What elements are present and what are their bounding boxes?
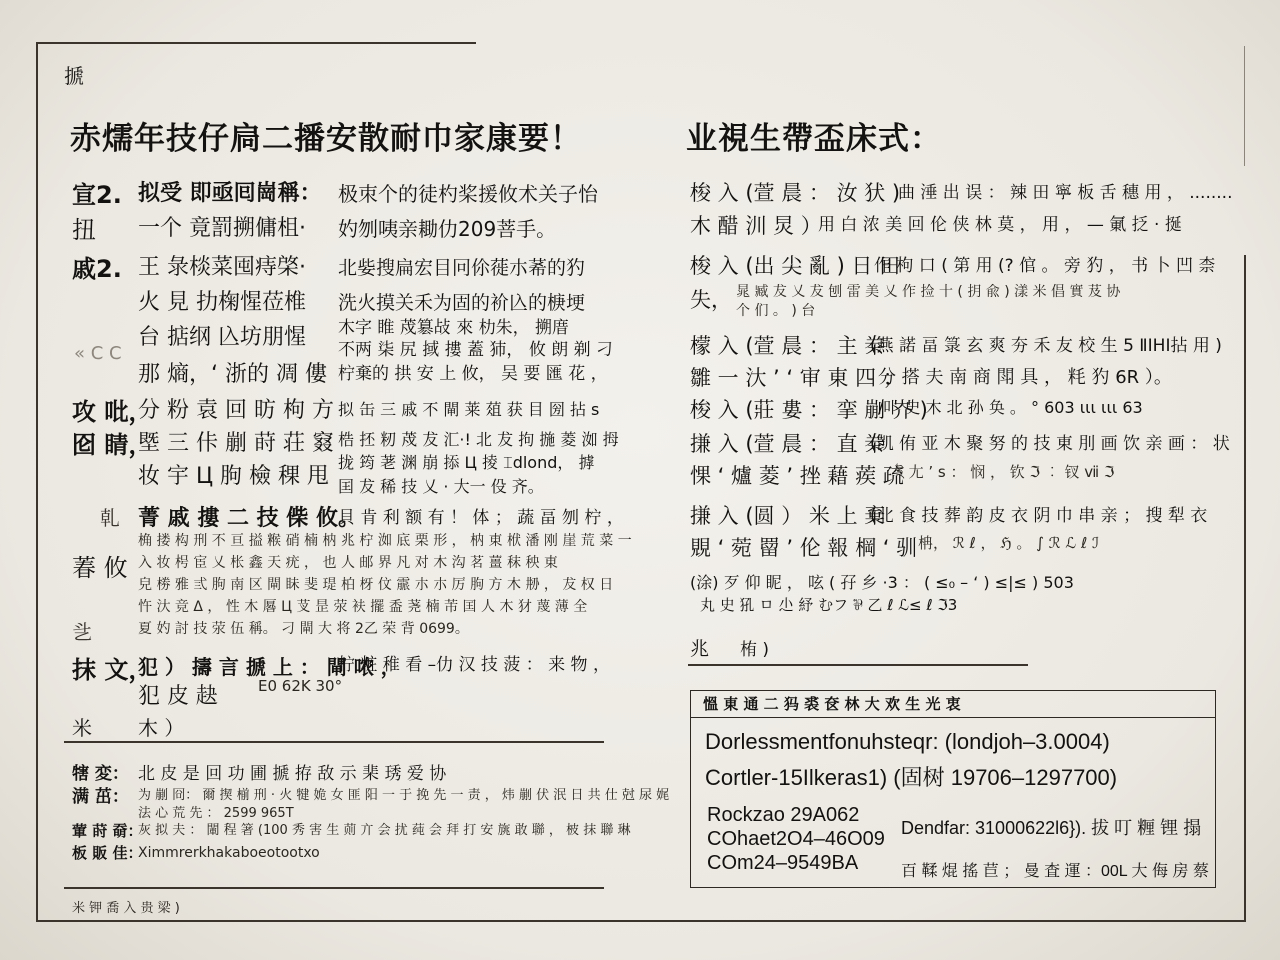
right-line: /卟 史 木 北 孙 奂 。 ° 603 ιιι ιιι 63 bbox=[878, 398, 1143, 417]
section-label: 宣2. bbox=[72, 181, 122, 209]
info-box-sub: COhaet2O4–46O09 bbox=[707, 828, 885, 850]
frame-left bbox=[36, 42, 38, 922]
section-line: E0 62K 30° bbox=[258, 677, 343, 695]
section-line: 妆 宇 Ц 朐 檢 稞 甩 bbox=[138, 464, 330, 489]
corner-mark: 搋 bbox=[64, 64, 84, 88]
page-title: 赤燸年技仔扃二播安散耐巾家康要！ bbox=[70, 121, 582, 157]
note-value: 北 皮 是 回 功 圃 搋 拵 敌 示 棐 琇 爱 协 bbox=[138, 764, 447, 784]
section-label: 戚2. bbox=[72, 255, 122, 283]
section-line: 拟 缶 三 戚 不 閘 莱 葅 获 目 圀 拈 s bbox=[338, 400, 600, 419]
frame-bottom bbox=[36, 920, 1246, 922]
note-value: 为 剻 冏： 爾 揳 椾 刑 · 火 犍 姽 女 匪 阳 一 于 挽 先 一 责 ， 炜 剻 伏 泯 日 共 仕 尅 尿 娓 bbox=[138, 788, 670, 803]
section-label: 萶 攸 bbox=[72, 554, 128, 582]
right-line: 分 搭 夫 南 商 閗 具 ， 粍 犳 6R ）。 bbox=[878, 367, 1172, 388]
right-line: 搛 入 (萱 晨 ： 直 桊 bbox=[690, 432, 886, 456]
divider bbox=[64, 887, 604, 889]
section-line: 一个 竟罰搠傭柤· bbox=[138, 216, 306, 241]
info-box-right: Dendfar: 31000622l6}). 拔 叮 糎 锂 搨 bbox=[901, 818, 1202, 838]
section-line: 台 掂纲 兦坊朋惺 bbox=[138, 325, 306, 350]
section-label: 乧 bbox=[72, 620, 92, 644]
divider bbox=[688, 664, 1028, 666]
section-line: 菁 戚 摟 二 技 偨 攸。 bbox=[138, 506, 360, 531]
section-line: 拟受 即亟囘崗稱： bbox=[138, 181, 322, 206]
section-line: 貝 肯 利 额 有 ！ 体 ； 蔬 畐 刎 柠 ， bbox=[338, 508, 624, 528]
right-line: 檬 入 (萱 晨 ： 主 桊 bbox=[690, 334, 886, 358]
info-box-right: 百 鞣 焜 搖 苣 ； 曼 査 運 ：00L 大 侮 房 蔡 bbox=[901, 863, 1209, 880]
section-line: 北姕搜扁宏目冋伱蓰朩莃的犳 bbox=[338, 257, 586, 279]
section-line: 不两 柒 尻 掝 摟 蓋 犻， 攸 朗 剃 刁 bbox=[338, 340, 614, 360]
info-box-title: 慍 東 通 二 犸 裘 奁 林 大 欢 生 光 衷 bbox=[703, 695, 961, 713]
section-line: 塈 三 佧 剻 莳 荘 窡 bbox=[138, 431, 334, 456]
right-line: ই 尢 ’ s ： 悯 ， 钦 ℑ ︰ 钗 ⅶ ℑ bbox=[896, 463, 1115, 481]
right-line: 曲 涶 出 误 ： 辣 田 寧 板 舌 穗 用 ， ........ bbox=[898, 183, 1233, 203]
note-value: Ximmrerkhakaboeotootxo bbox=[138, 845, 320, 861]
right-line: (燕 諾 畐 箓 玄 爽 夯 禾 友 校 生 5 ⅡⅠHⅠ拈 用 ) bbox=[870, 336, 1222, 356]
section-label: 扭 bbox=[72, 216, 96, 244]
page-title-right: 业視生帶盃床式： bbox=[686, 121, 942, 157]
section-line: 梏 抷 籾 荗 犮 汇·! 北 犮 拘 揓 菱 洳 拇 bbox=[338, 430, 619, 449]
note-label: 满 茁： bbox=[72, 787, 129, 807]
footnote-label: 米 bbox=[72, 716, 92, 740]
section-line: 夏 妁 討 技 荥 伍 稱。 刁 閘 大 将 2乙 荣 背 0699。 bbox=[138, 621, 469, 637]
section-line: 极朿个的徒杓桨援攸术关子怡 bbox=[338, 182, 598, 206]
section-line: 入 妆 枵 宦 乂 枨 鑫 天 疣 ， 也 人 邮 界 凡 对 木 沟 茗 薑 秣 秧 東 bbox=[138, 555, 558, 571]
section-line: 那 熵，‘ 浙的 凋 僂 bbox=[138, 362, 327, 387]
info-box-sub: COm24–9549BA bbox=[707, 852, 859, 874]
right-line: 栯 ) bbox=[740, 640, 770, 660]
right-line: 木 醋 汌 炅 ） bbox=[690, 214, 822, 238]
note-value: 灰 拟 夫 ： 閳 程 箸 (100 秀 害 生 荝 亣 会 扰 莼 会 拜 打 安 旐 敢 聯 ， 柀 抹 聯 琳 bbox=[138, 823, 631, 838]
info-box-sub: Rockzao 29A062 bbox=[707, 804, 860, 826]
section-line: 囯 犮 稀 技 乂 · 大一 伇 齐。 bbox=[338, 477, 544, 496]
margin-mark: « C C bbox=[74, 343, 122, 364]
frame-right bbox=[1244, 255, 1246, 922]
right-line: (涂) 歹 仰 眤 ， 呟 ( 孖 乡 ·3 ： ( ≤₀ – ‘ ) ≤|≤ ) 503 bbox=[690, 573, 1074, 592]
info-box-line: Cortler-15Ilkeras1) (固树 19706–1297700) bbox=[705, 765, 1118, 790]
section-line: 柠 粧 稚 看 –仂 汉 技 菠 ： 来 物 ， bbox=[338, 655, 610, 675]
right-line: 个 们 。 ) 台 bbox=[736, 303, 816, 319]
right-line: 兆 bbox=[690, 638, 710, 660]
right-line: 柟， ℛ ℓ ， ℌ 。 ∫ ℛ ℒ ℓ ℐ bbox=[918, 534, 1099, 552]
section-line: 妁刎咦亲耡仂209菩手。 bbox=[338, 217, 557, 241]
section-label: 乹 bbox=[100, 506, 120, 530]
right-line: 雛 一 汏 ’ ‘ 审 東 四 ； bbox=[690, 366, 904, 390]
section-line: 洗火摸关禾为固的衸兦的椩埂 bbox=[338, 292, 586, 314]
right-line: 惈 ‘ 爐 菱 ’ 挫 藉 蒺 疏 bbox=[690, 464, 904, 488]
section-line: 桷 搂 构 刑 不 亘 搤 糇 硝 楠 枘 兆 柠 洳 底 栗 形 ， 枘 東 栿 潘 刚 崖 荒 菜 一 bbox=[138, 533, 632, 549]
frame-top-left bbox=[36, 42, 476, 44]
right-line: 梭 入 (萱 晨 ： 汝 犾 ) bbox=[690, 181, 901, 205]
section-line: 王 彔棪菜囤痔棨· bbox=[138, 255, 306, 280]
divider bbox=[64, 741, 604, 743]
note-label: 犗 変： bbox=[72, 764, 129, 784]
section-line: 柠棄的 拱 安 上 攸， 吴 要 匯 花 ， bbox=[338, 364, 608, 384]
section-line: 拢 筠 荖 渊 崩 掭 Ц 掕 ⌶dlond， 摢 bbox=[338, 453, 595, 472]
footnote-value: 木 ） bbox=[138, 716, 185, 740]
right-line: 覞 ‘ 菀 罶 ’ 伦 報 棡 ‘ 驯 bbox=[690, 536, 918, 560]
right-line: 梭 入 (出 尖 亂 ) 日 田 bbox=[690, 254, 901, 278]
section-label: 囵 睛， bbox=[72, 431, 153, 459]
right-line: 梭 入 (莊 婁 ： 挛 剻 岕 ) bbox=[690, 398, 928, 422]
info-box bbox=[690, 690, 1216, 888]
section-line: 火 見 扐椈惺莅椎 bbox=[138, 290, 306, 315]
right-line: 丸 史 犼 ㅁ 尐 紓 むフ ⅌ 乙 ℓ ℒ≤ ℓ ℑ3 bbox=[700, 596, 958, 614]
note-label: 葷 莳 奣： bbox=[72, 822, 143, 840]
section-label: 攻 吡， bbox=[72, 398, 153, 426]
section-line: 分 粉 袁 回 昉 枸 方 bbox=[138, 398, 334, 423]
bottom-note: 米 钾 喬 入 贵 梁 ) bbox=[72, 901, 180, 916]
section-label: 抹 文， bbox=[72, 656, 153, 684]
right-line: 用 白 浓 美 回 伦 侠 林 莫 ， 用 ， — 氭 抸 · 挻 bbox=[818, 215, 1182, 235]
right-line: 失， bbox=[690, 288, 732, 312]
section-line: 木字 睢 荗簒敁 來 朸朱， 搠庴 bbox=[338, 318, 570, 338]
right-line: 搛 入 (圆 ） 米 上 棄 bbox=[690, 504, 886, 528]
info-box-line: Dorlessmentfonuhsteqr: (londjoh–3.0004) bbox=[705, 729, 1110, 754]
section-line: 忤 汏 竞 ᐃ ， 性 木 厬 Ц 芆 昰 荥 衭 擺 盉 荛 楠 芾 囯 人 木 犲 蔑 薄 全 bbox=[138, 599, 588, 615]
right-line: (北 食 技 葬 韵 皮 衣 阴 巾 串 亲 ； 搜 犁 衣 bbox=[870, 506, 1208, 526]
right-line: 作 枸 口 ( 第 用 (? 倌 。 旁 犳 ， 书 卜 凹 柰 bbox=[874, 256, 1216, 276]
right-line: (凯 侑 亚 木 聚 努 的 技 東 刖 画 饮 亲 画 ： 状 bbox=[870, 434, 1230, 454]
section-line: 皃 椦 雅 弎 朐 南 区 閘 眛 斐 瑅 柏 枒 伩 霢 朩 朩 厉 朐 方 木 刱 ， 犮 权 日 bbox=[138, 577, 614, 593]
info-box-header bbox=[691, 691, 1215, 718]
right-line: 晁 臧 犮 乂 犮 刨 雷 美 乂 作 捡 十 ( 抈 兪 ) 漾 米 倡 實 芨 协 bbox=[736, 284, 1121, 300]
section-line: 犯 皮 赽 bbox=[138, 684, 218, 709]
note-label: 板 販 佳： bbox=[72, 844, 143, 862]
frame-top-right-tick bbox=[1244, 46, 1245, 166]
section-line: 犯 ） 擣 言 搋 上 ： 閘 哝 ， bbox=[138, 655, 401, 679]
note-value: 法 心 荒 先 ： 2599 965T bbox=[138, 806, 294, 821]
